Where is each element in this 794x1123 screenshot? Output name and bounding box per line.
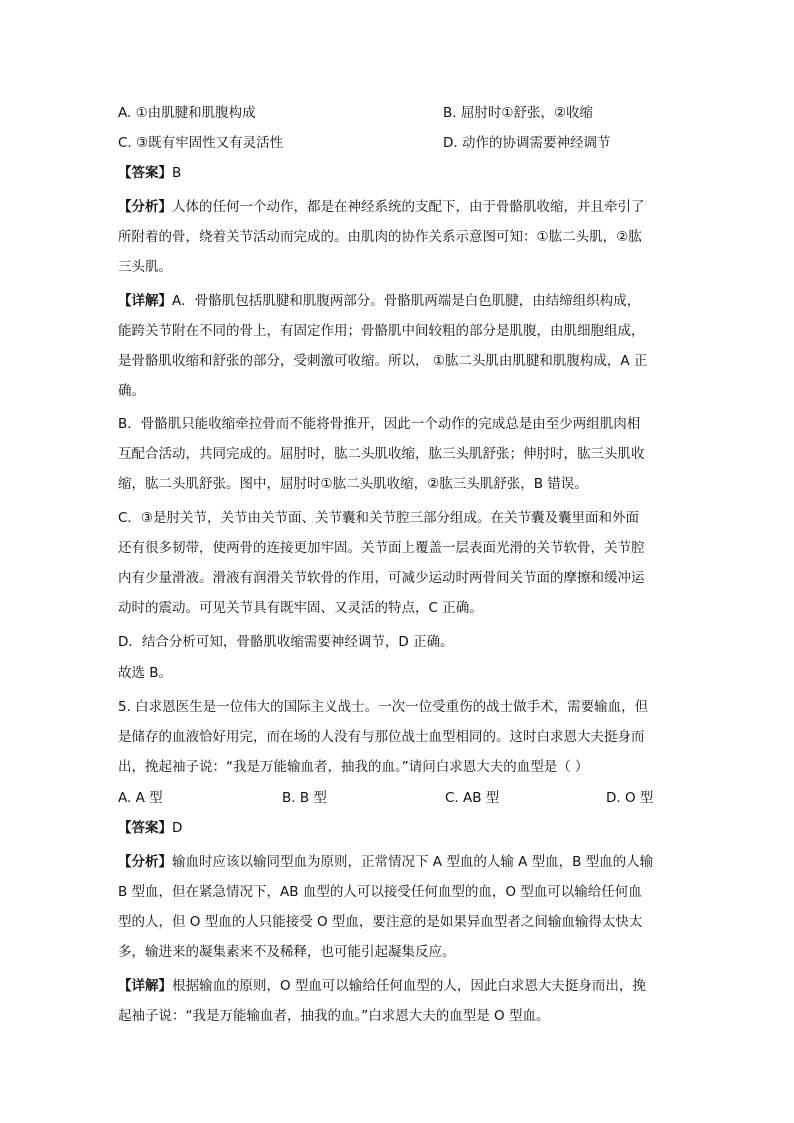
q5-option-c: C. AB 型: [445, 790, 500, 806]
q5-detail-line: 起袖子说：“我是万能输血者，抽我的血。”白求恩大夫的血型是 O 型血。: [118, 1008, 550, 1024]
q4-detail-line: 动时的震动。可见关节具有既牢固、又灵活的特点，C 正确。: [118, 600, 483, 616]
q5-analysis-line: 多，输进来的凝集素来不及稀释，也可能引起凝集反应。: [118, 944, 456, 960]
q5-option-b: B. B 型: [282, 790, 327, 806]
q5-analysis-line: B 型血，但在紧急情况下，AB 血型的人可以接受任何血型的血，O 型血可以输给任何血: [118, 884, 642, 900]
q4-option-b: B. 屈肘时①舒张，②收缩: [443, 105, 594, 121]
q4-analysis-line: 【分析】人体的任何一个动作，都是在神经系统的支配下，由于骨骼肌收缩，并且牵引了: [118, 199, 645, 215]
answer-label: 【答案】: [118, 165, 172, 181]
q5-stem-line: 5. 白求恩医生是一位伟大的国际主义战士。一次一位受重伤的战士做手术，需要输血，但: [118, 699, 649, 715]
q5-stem-line: 是储存的血液恰好用完，而在场的人没有与那位战士血型相同的。这时白求恩大夫挺身而: [118, 729, 645, 745]
q4-detail-line: 还有很多韧带，使两骨的连接更加牢固。关节面上覆盖一层表面光滑的关节软骨，关节腔: [118, 540, 645, 556]
answer-value: D: [172, 820, 183, 836]
q5-stem-line: 出，挽起袖子说：“我是万能输血者，抽我的血。”请问白求恩大夫的血型是（ ）: [118, 759, 589, 775]
q5-analysis-line: 【分析】输血时应该以输同型血为原则，正常情况下 A 型血的人输 A 型血，B 型血的人输: [118, 854, 654, 870]
q4-analysis-line: 所附着的骨，绕着关节活动而完成的。由肌肉的协作关系示意图可知：①肱二头肌，②肱: [118, 229, 642, 245]
answer-value: B: [172, 165, 182, 181]
q4-option-c: C. ③既有牢固性又有灵活性: [118, 135, 284, 151]
q5-detail-line: 【详解】根据输血的原则，O 型血可以输给任何血型的人，因此白求恩大夫挺身而出，挽: [118, 978, 646, 994]
q4-detail-line: 缩，肱二头肌舒张。图中，屈肘时①肱二头肌收缩，②肱三头肌舒张，B 错误。: [118, 476, 588, 492]
q4-detail-line: 确。: [118, 383, 145, 399]
q4-detail-line: 是骨骼肌收缩和舒张的部分，受刺激可收缩。所以， ①肱二头肌由肌腱和肌腹构成，A 正: [118, 353, 648, 369]
q4-detail-line: 能跨关节附在不同的骨上，有固定作用；骨骼肌中间较粗的部分是肌腹，由肌细胞组成，: [118, 323, 645, 339]
q4-detail-line: B．骨骼肌只能收缩牵拉骨而不能将骨推开，因此一个动作的完成总是由至少两组肌肉相: [118, 416, 641, 432]
q4-detail-line: 【详解】A．骨骼肌包括肌腱和肌腹两部分。骨骼肌两端是白色肌腱，由结缔组织构成，: [118, 293, 641, 309]
q4-analysis-line: 三头肌。: [118, 259, 172, 275]
q4-detail-line: D．结合分析可知，骨骼肌收缩需要神经调节，D 正确。: [118, 634, 454, 650]
q5-option-d: D. O 型: [606, 790, 654, 806]
q5-answer: [118, 818, 182, 838]
analysis-label: 【分析】: [118, 199, 172, 215]
q4-detail-line: 互配合活动，共同完成的。屈肘时，肱二头肌收缩，肱三头肌舒张；伸肘时，肱三头肌收: [118, 446, 645, 462]
q4-detail-line: C．③是肘关节，关节由关节面、关节囊和关节腔三部分组成。在关节囊及囊里面和外面: [118, 510, 640, 526]
q4-option-d: D. 动作的协调需要神经调节: [443, 135, 611, 151]
detail-label: 【详解】: [118, 978, 172, 994]
q4-detail-line: 故选 B。: [118, 665, 173, 681]
q5-analysis-line: 型的人，但 O 型血的人只能接受 O 型血，要注意的是如果异血型者之间输血输得太快太: [118, 914, 643, 930]
detail-label: 【详解】: [118, 293, 172, 309]
q4-option-a: A. ①由肌腱和肌腹构成: [118, 105, 256, 121]
q4-detail-line: 内有少量滑液。滑液有润滑关节软骨的作用，可减少运动时两骨间关节面的摩擦和缓冲运: [118, 570, 645, 586]
answer-label: 【答案】: [118, 820, 172, 836]
q5-option-a: A. A 型: [118, 790, 163, 806]
analysis-label: 【分析】: [118, 854, 172, 870]
q4-answer: [118, 163, 181, 183]
